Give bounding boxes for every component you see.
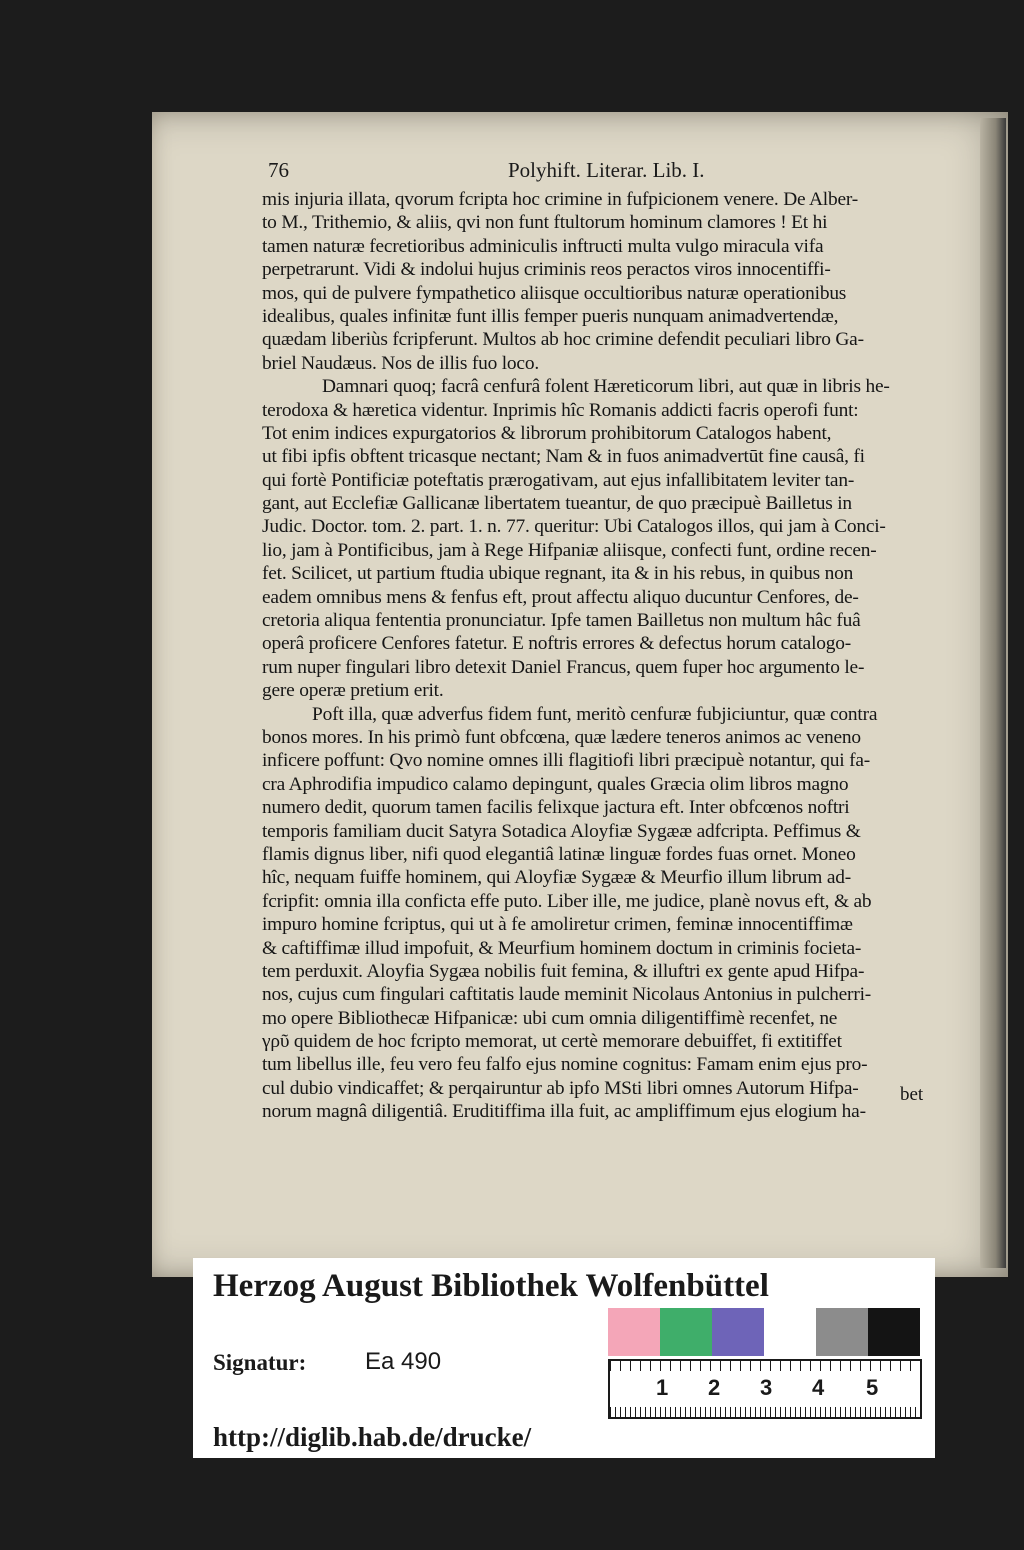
text-line: tem perduxit. Aloyfia Sygæa nobilis fuit femina, & illuftri ex gente apud Hifpa- xyxy=(262,960,865,982)
text-line: fcripfit: omnia illa conficta effe puto. Liber ille, me judice, planè novus eft, & ab xyxy=(262,890,872,912)
body-text xyxy=(262,188,962,1124)
text-line: bonos mores. In his primò funt obfcœna, quæ lædere teneros animos ac veneno xyxy=(262,726,861,748)
text-line: ut fibi ipfis obftent tricasque nectant; Nam & in fuos animadvertūt fine causâ, fi xyxy=(262,446,865,468)
text-line: operâ proficere Cenfores fatetur. E noftris errores & defectus horum catalogo- xyxy=(262,633,852,655)
text-line: to M., Trithemio, & aliis, qvi non funt ftultorum hominum clamores ! Et hi xyxy=(262,212,828,234)
text-line: cra Aphrodifia impudico calamo depingunt, quales Græcia olim libros magno xyxy=(262,773,849,795)
text-line: lio, jam à Pontificibus, jam à Rege Hifpaniæ aliisque, confecti funt, ordine recen- xyxy=(262,539,877,561)
text-line: fet. Scilicet, ut partium ftudia ubique regnant, ita & in his rebus, in quibus non xyxy=(262,563,854,585)
text-line: & caftiffimæ illud impofuit, & Meurfium hominem doctum in criminis focieta- xyxy=(262,937,862,959)
text-line: Tot enim indices expurgatorios & librorum prohibitorum Catalogos habent, xyxy=(262,422,832,444)
text-line: flamis dignus liber, nifi quod elegantiâ latinæ linguæ fordes fuas ornet. Moneo xyxy=(262,843,856,865)
text-line: γρῦ quidem de hoc fcripto memorat, ut certè memorare debuiffet, fi extitiffet xyxy=(262,1031,842,1053)
text-line: mis injuria illata, qvorum fcripta hoc crimine in fufpicionem venere. De Alber- xyxy=(262,189,859,210)
ruler-ticks-bottom xyxy=(610,1407,920,1417)
text-line: cul dubio vindicaffet; & perqairuntur ab ipfo MSti libri omnes Autorum Hifpa- xyxy=(262,1077,859,1099)
text-line: numero dedit, quorum tamen facilis felixque jactura eft. Inter obfcœnos noftri xyxy=(262,797,850,819)
text-line: temporis familiam ducit Satyra Sotadica Aloyfiæ Sygææ adfcripta. Peffimus & xyxy=(262,820,861,842)
page-edge-shadow xyxy=(980,118,1006,1268)
text-line: gant, aut Ecclefiæ Gallicanæ libertatem tueantur, de quo præcipuè Bailletus in xyxy=(262,493,852,515)
signature-label: Signatur: xyxy=(213,1350,307,1375)
text-line: perpetrarunt. Vidi & indolui hujus criminis reos peractos viros innocentiffi- xyxy=(262,259,831,281)
text-line: tamen naturæ fecretioribus adminiculis inftructi multa vulgo miracula vifa xyxy=(262,235,824,257)
text-line: Judic. Doctor. tom. 2. part. 1. n. 77. queritur: Ubi Catalogos illos, qui jam à Conci- xyxy=(262,516,886,538)
text-line: rum nuper fingulari libro detexit Daniel Francus, quem fuper hoc argumento le- xyxy=(262,656,865,678)
text-line: idealibus, quales infinitæ funt illis femper pueris nunquam animadvertendæ, xyxy=(262,305,839,327)
text-line: eadem omnibus mens & fenfus eft, prout affectu aliquo ducuntur Cenfores, de- xyxy=(262,586,859,608)
ruler-number: 5 xyxy=(866,1375,879,1400)
ruler-ticks-top xyxy=(610,1361,920,1371)
text-line: tum libellus ille, feu vero feu falfo ejus nomine cognitus: Famam enim ejus pro- xyxy=(262,1054,868,1076)
color-swatch xyxy=(660,1308,712,1356)
signature-value: Ea 490 xyxy=(365,1348,442,1375)
text-line: inficere poffunt: Qvo nomine omnes illi flagitiofi libri præcipuè notantur, qui fa- xyxy=(262,750,871,772)
ruler-number: 1 xyxy=(656,1375,669,1400)
text-line: gere operæ pretium erit. xyxy=(262,680,444,702)
color-swatch xyxy=(764,1308,816,1356)
text-line: mo opere Bibliothecæ Hifpanicæ: ubi cum omnia diligentiffimè recenfet, ne xyxy=(262,1007,838,1029)
running-title: Polyhift. Literar. Lib. I. xyxy=(508,158,705,182)
text-line: hîc, nequam fuiffe hominem, qui Aloyfiæ Sygææ & Meurfio illum librum ad- xyxy=(262,867,851,889)
text-line: nos, cujus cum fingulari caftitatis laude meminit Nicolaus Antonius in pulcherri- xyxy=(262,984,872,1006)
running-head xyxy=(268,158,968,188)
text-line: norum magnâ diligentiâ. Eruditiffima illa fuit, ac ampliffimum ejus elogium ha- xyxy=(262,1101,866,1123)
ruler-number: 3 xyxy=(760,1375,773,1400)
color-calibration-strip xyxy=(608,1308,920,1356)
library-url: http://diglib.hab.de/drucke/ xyxy=(213,1422,532,1452)
text-line: briel Naudæus. Nos de illis fuo loco. xyxy=(262,352,539,374)
ruler-number: 2 xyxy=(708,1375,721,1400)
text-line: Damnari quoq; facrâ cenfurâ folent Hæreticorum libri, aut quæ in libris he- xyxy=(322,376,890,398)
scale-ruler xyxy=(608,1359,922,1419)
library-card xyxy=(193,1258,935,1458)
color-swatch xyxy=(868,1308,920,1356)
text-line: impuro homine fcriptus, qui ut à fe amoliretur crimen, feminæ innocentiffimæ xyxy=(262,914,853,936)
catchword: bet xyxy=(900,1084,924,1105)
page-number: 76 xyxy=(268,158,289,182)
text-line: mos, qui de pulvere fympathetico aliisque occultioribus naturæ operationibus xyxy=(262,282,847,304)
text-line: quædam liberiùs fcripferunt. Multos ab hoc crimine defendit peculiari libro Ga- xyxy=(262,329,864,351)
ruler-number: 4 xyxy=(812,1375,825,1400)
library-title: Herzog August Bibliothek Wolfenbüttel xyxy=(213,1268,769,1304)
text-line: qui fortè Pontificiæ poteftatis prærogativam, aut ejus infallibitatem leviter tan- xyxy=(262,469,855,491)
text-line: cretoria aliqua fententia pronunciatur. Ipfe tamen Bailletus non multum hâc fuâ xyxy=(262,610,861,632)
text-line: terodoxa & hæretica videntur. Inprimis hîc Romanis addicti facris operofi funt: xyxy=(262,399,859,421)
text-line: Poft illa, quæ adverfus fidem funt, meritò cenfuræ fubjiciuntur, quæ contra xyxy=(312,703,878,725)
color-swatch xyxy=(712,1308,764,1356)
color-swatch xyxy=(816,1308,868,1356)
color-swatch xyxy=(608,1308,660,1356)
